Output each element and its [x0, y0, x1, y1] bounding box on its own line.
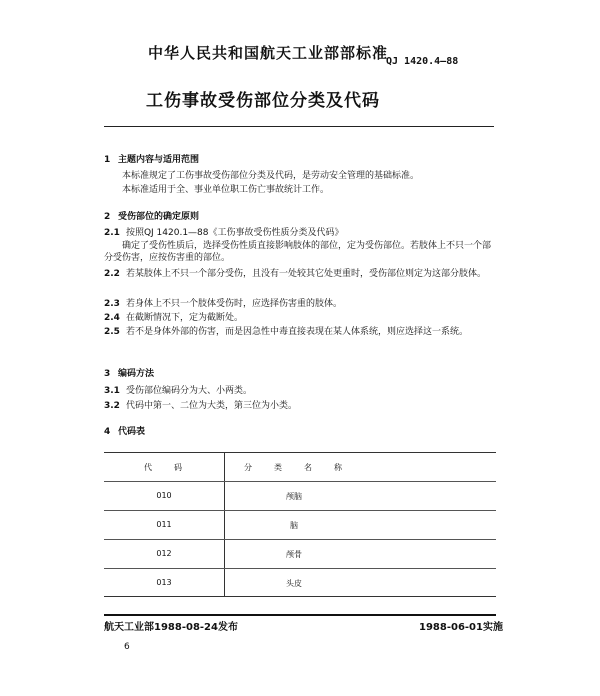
clause-2-4 [104, 312, 496, 324]
section-1-heading [104, 152, 199, 165]
paragraph: 本标准适用于全、事业单位职工伤亡事故统计工作。 [122, 185, 330, 195]
code-cell: 013 [156, 578, 172, 587]
section-number: 3 [104, 369, 111, 379]
issuing-authority: 中华人民共和国航天工业部部标准 [148, 44, 389, 62]
standard-code: QJ 1420.4—88 [386, 56, 459, 67]
clause-2-3 [104, 298, 496, 310]
clause-text: 若某肢体上不只一个部分受伤，且没有一处较其它处更重时，受伤部位则定为这部分肢体。 [125, 269, 486, 279]
clause-number: 2.3 [104, 299, 120, 309]
name-cell: 颅脑 [286, 492, 302, 501]
table-row [104, 539, 496, 567]
header-code: 代 码 [144, 463, 184, 472]
section-3-heading [104, 366, 154, 379]
clause-number: 3.2 [104, 401, 120, 411]
clause-number: 2.2 [104, 269, 120, 279]
code-cell: 010 [156, 491, 172, 500]
table-row [104, 481, 496, 509]
paragraph: 本标准规定了工伤事故受伤部位分类及代码，是劳动安全管理的基础标准。 [122, 171, 420, 181]
clause-text: 在截断情况下，定为截断处。 [125, 313, 243, 323]
table-header-row [104, 453, 496, 481]
header-name: 分 类 名 称 [244, 463, 344, 472]
clause-number: 2.4 [104, 313, 120, 323]
section-title: 主题内容与适用范围 [118, 155, 200, 165]
name-cell: 脑 [290, 521, 298, 530]
clause-text: 代码中第一、二位为大类，第三位为小类。 [125, 401, 297, 411]
page-number: 6 [124, 642, 130, 652]
clause-text: 受伤部位编码分为大、小两类。 [125, 386, 252, 396]
clause-3-2 [104, 400, 496, 412]
section-number: 1 [104, 155, 111, 165]
table-row [104, 568, 496, 596]
header-rule [104, 126, 494, 127]
clause-text: 按照QJ 1420.1—88《工伤事故受伤性质分类及代码》 [125, 228, 344, 238]
section-2-heading [104, 209, 199, 222]
section-title: 受伤部位的确定原则 [118, 212, 200, 222]
clause-2-5 [104, 326, 496, 338]
clause-text: 若身体上不只一个肢体受伤时，应选择伤害重的肢体。 [125, 299, 342, 309]
footer-rule [104, 614, 496, 616]
clause-3-1 [104, 385, 496, 397]
section-number: 4 [104, 427, 111, 437]
section-title: 编码方法 [118, 369, 155, 379]
clause-2-1 [104, 227, 496, 239]
code-cell: 012 [156, 549, 172, 558]
clause-number: 2.5 [104, 327, 120, 337]
section-number: 2 [104, 212, 111, 222]
code-cell: 011 [156, 520, 172, 529]
name-cell: 头皮 [286, 579, 302, 588]
section-4-heading [104, 424, 145, 437]
effective-date: 1988-06-01实施 [419, 622, 503, 633]
document-title: 工伤事故受伤部位分类及代码 [146, 91, 380, 111]
clause-number: 3.1 [104, 386, 120, 396]
table-row [104, 510, 496, 538]
clause-2-2 [104, 268, 496, 280]
code-table [104, 452, 496, 597]
issue-date: 航天工业部1988-08-24发布 [104, 622, 238, 633]
section-title: 代码表 [118, 427, 146, 437]
name-cell: 颅骨 [286, 550, 302, 559]
clause-text: 若不是身体外部的伤害，而是因急性中毒直接表现在某人体系统，则应选择这一系统。 [125, 327, 468, 337]
clause-number: 2.1 [104, 228, 120, 238]
clause-2-1-continued: 确定了受伤性质后，选择受伤性质直接影响肢体的部位，定为受伤部位。若肢体上不只一个部分受伤害，应按伤害重的部位。 [104, 241, 492, 263]
